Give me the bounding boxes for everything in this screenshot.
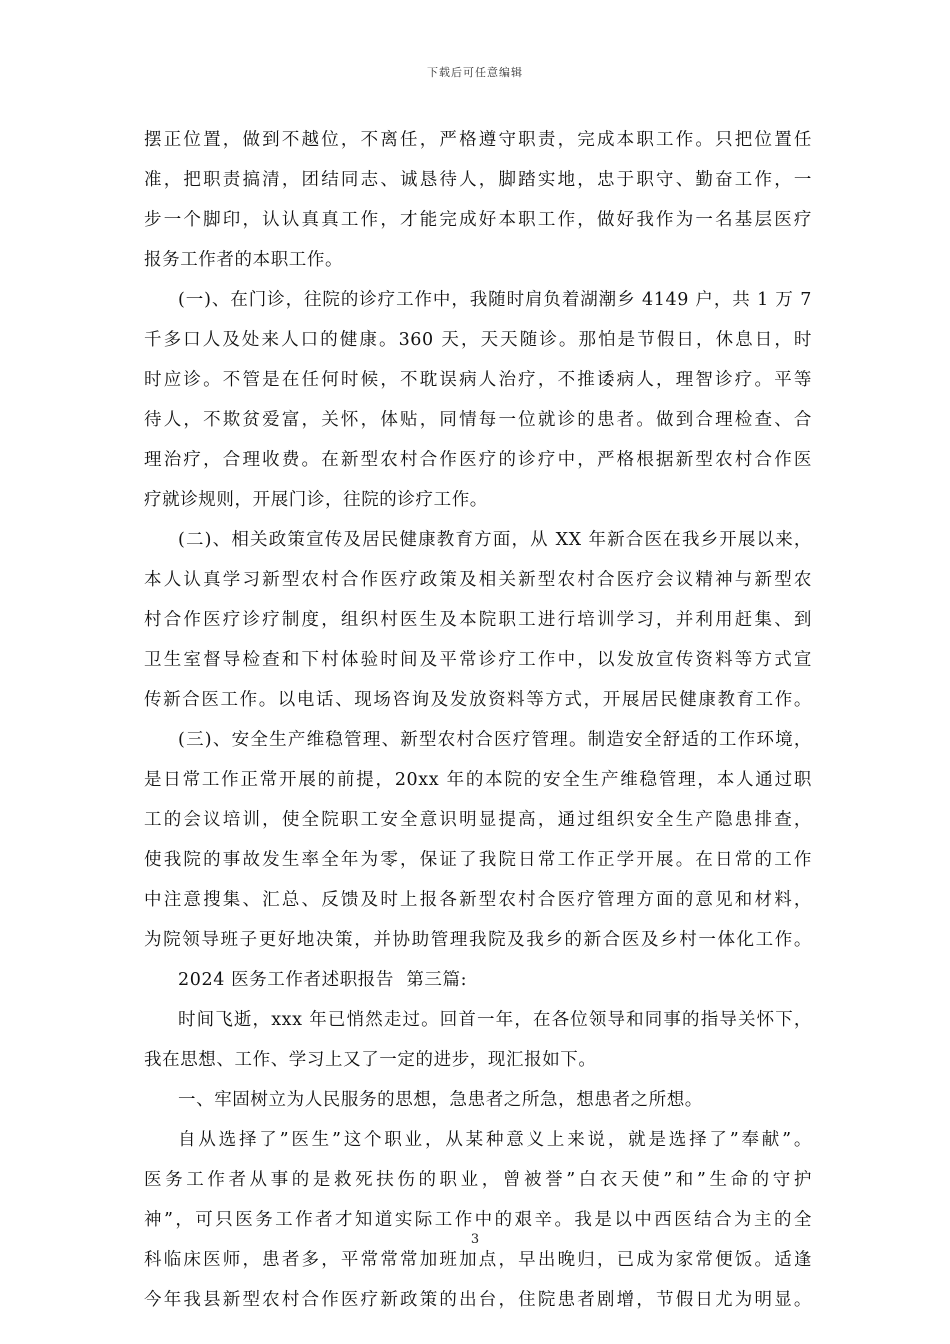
text-line: 今年我县新型农村合作医疗新政策的出台，住院患者剧增，节假日尤为明显。 — [144, 1290, 812, 1310]
text-line: 工的会议培训，使全院职工安全意识明显提高，通过组织安全生产隐患排查， — [144, 810, 812, 830]
text-line: (三)、安全生产维稳管理、新型农村合医疗管理。制造安全舒适的工作环境， — [178, 730, 812, 750]
text-line: 医务工作者从事的是救死扶伤的职业，曾被誉”白衣天使”和”生命的守护 — [144, 1170, 812, 1190]
text-line: 村合作医疗诊疗制度，组织村医生及本院职工进行培训学习，并利用赶集、到 — [144, 610, 812, 630]
text-line: 准，把职责搞清，团结同志、诚恳待人，脚踏实地，忠于职守、勤奋工作，一 — [144, 170, 812, 190]
text-line: 科临床医师，患者多，平常常常加班加点，早出晚归，已成为家常便饭。适逢 — [144, 1250, 812, 1270]
text-line: 时应诊。不管是在任何时候，不耽误病人治疗，不推诿病人，理智诊疗。平等 — [144, 370, 812, 390]
text-line: 是日常工作正常开展的前提，20xx 年的本院的安全生产维稳管理，本人通过职 — [144, 770, 812, 790]
text-line: 卫生室督导检查和下村体验时间及平常诊疗工作中，以发放宣传资料等方式宣 — [144, 650, 812, 670]
text-line: (二)、相关政策宣传及居民健康教育方面，从 XX 年新合医在我乡开展以来， — [178, 530, 812, 550]
text-line: 千多口人及处来人口的健康。360 天，天天随诊。那怕是节假日，休息日，时 — [144, 330, 812, 350]
text-line: 使我院的事故发生率全年为零，保证了我院日常工作正学开展。在日常的工作 — [144, 850, 812, 870]
text-line: 神”，可只医务工作者才知道实际工作中的艰辛。我是以中西医结合为主的全 — [144, 1210, 812, 1230]
text-line: (一)、在门诊，往院的诊疗工作中，我随时肩负着湖潮乡 4149 户，共 1 万 7 — [178, 290, 812, 310]
text-line: 我在思想、工作、学习上又了一定的进步，现汇报如下。 — [144, 1050, 597, 1070]
section-heading: 2024 医务工作者述职报告 第三篇: — [178, 970, 468, 990]
text-line: 传新合医工作。以电话、现场咨询及发放资料等方式，开展居民健康教育工作。 — [144, 690, 812, 710]
text-line: 为院领导班子更好地决策，并协助管理我院及我乡的新合医及乡村一体化工作。 — [144, 930, 812, 950]
text-line: 一、牢固树立为人民服务的思想，急患者之所急，想患者之所想。 — [178, 1090, 703, 1110]
text-line: 报务工作者的本职工作。 — [144, 250, 344, 270]
text-line: 待人，不欺贫爱富，关怀，体贴，同情每一位就诊的患者。做到合理检查、合 — [144, 410, 812, 430]
text-line: 理治疗，合理收费。在新型农村合作医疗的诊疗中，严格根据新型农村合作医 — [144, 450, 812, 470]
text-line: 时间飞逝，xxx 年已悄然走过。回首一年，在各位领导和同事的指导关怀下， — [178, 1010, 812, 1030]
page-number: 3 — [470, 1232, 480, 1247]
text-line: 本人认真学习新型农村合作医疗政策及相关新型农村合医疗会议精神与新型农 — [144, 570, 812, 590]
document-body — [144, 120, 812, 1320]
text-line: 步一个脚印，认认真真工作，才能完成好本职工作，做好我作为一名基层医疗 — [144, 210, 812, 230]
page-header: 下载后可任意编辑 — [427, 66, 523, 79]
text-line: 自从选择了”医生”这个职业，从某种意义上来说，就是选择了”奉献”。 — [178, 1130, 812, 1150]
text-line: 中注意搜集、汇总、反馈及时上报各新型农村合医疗管理方面的意见和材料， — [144, 890, 812, 910]
text-line: 摆正位置，做到不越位，不离任，严格遵守职责，完成本职工作。只把位置任 — [144, 130, 812, 150]
text-line: 疗就诊规则，开展门诊，往院的诊疗工作。 — [144, 490, 488, 510]
